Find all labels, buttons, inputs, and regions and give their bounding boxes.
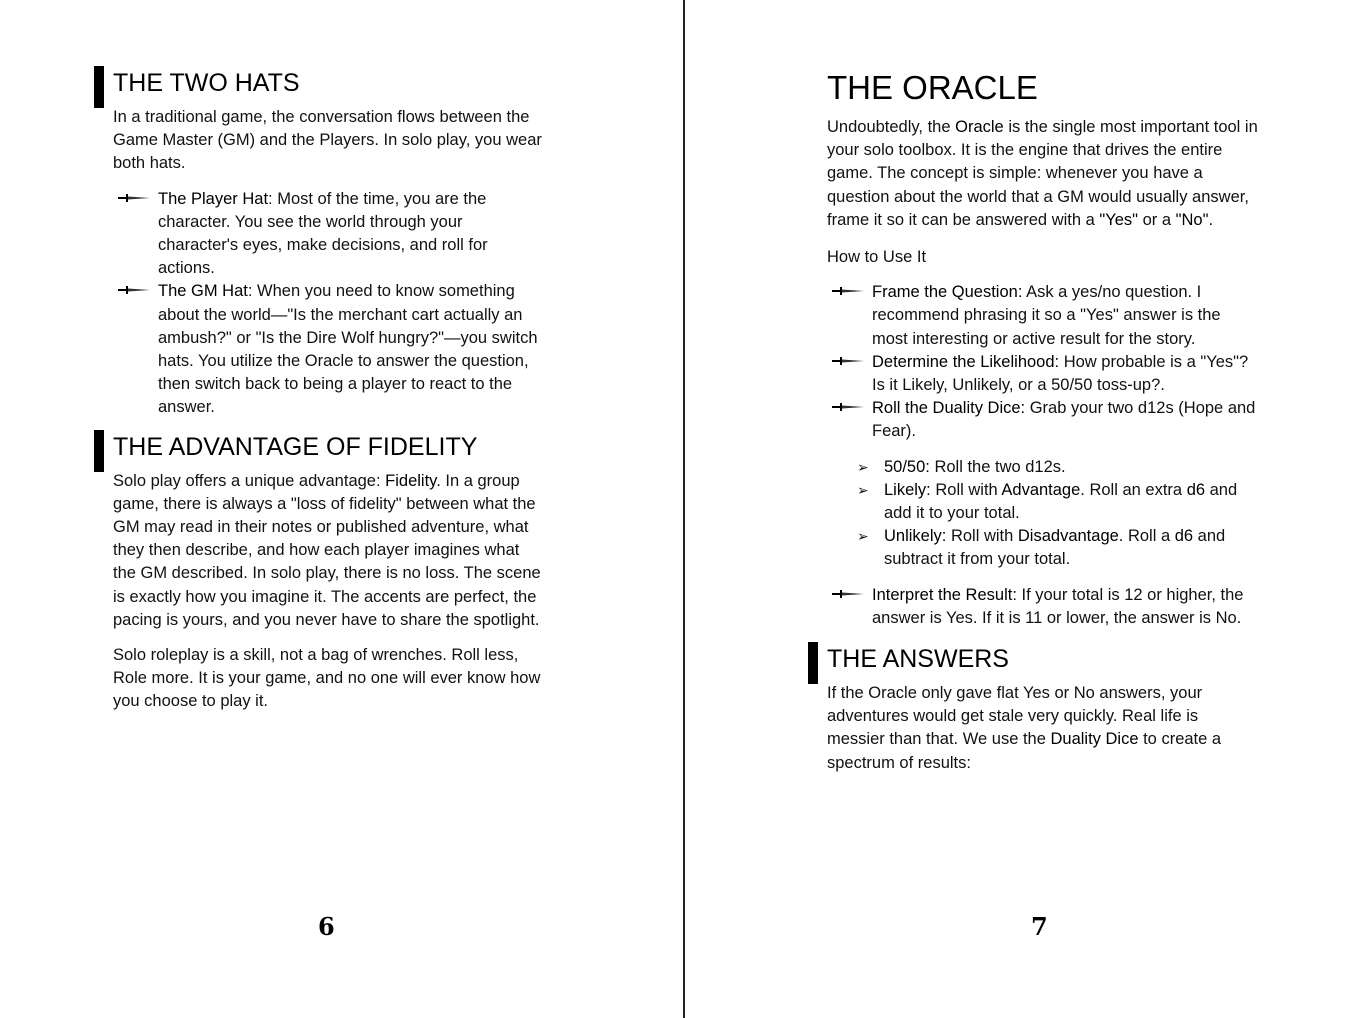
heading-text: THE ANSWERS [827,645,1009,674]
paragraph: Solo roleplay is a skill, not a bag of wrenches. Roll less, Role more. It is your game, and no one will ever know how you choose to play it. [113,646,541,711]
list-term: Interpret the Result: [872,585,1017,604]
arrowhead-icon: ➢ [857,528,869,545]
emphasis: Advantage [1001,480,1081,499]
list-text: Grab your two d12s (Hope and Fear). [872,399,1256,441]
section-heading-answers [827,642,1259,674]
list-item [872,351,1259,397]
list-item [158,188,543,281]
list-item [872,584,1259,630]
option-item [857,525,1259,571]
emphasis: "Yes" [1099,210,1139,229]
list-term: Frame the Question: [872,283,1023,302]
page-divider [683,0,685,1018]
paragraph [113,470,543,632]
option-term: Likely: [884,480,931,499]
paragraph [827,682,1259,775]
emphasis: Disadvantage [1017,527,1119,546]
dagger-icon [832,590,864,598]
emphasis: Oracle [955,118,1004,136]
option-term: 50/50: [884,457,930,476]
list-item [158,280,543,419]
emphasis: d6 [1174,527,1194,546]
text-run: Undoubtedly, the [827,118,956,136]
option-item [857,479,1259,525]
dagger-icon [832,287,864,295]
heading-bar [94,66,104,108]
paragraph: In a traditional game, the conversation flows between the Game Master (GM) and the Players. In solo play, you wear both hats. [113,108,542,173]
text-run: Solo play offers a unique advantage: [113,471,386,490]
page-number: 7 [1031,912,1048,941]
bullet-list [113,188,543,420]
option-text: and subtract it from your total. [884,527,1226,569]
option-item [857,456,1259,479]
dagger-icon [118,194,150,202]
list-item [872,281,1259,351]
list-text: How probable is a "Yes"? Is it Likely, Unlikely, or a 50/50 toss-up?. [872,352,1249,395]
option-text: and add it to your total. [884,480,1238,523]
arrowhead-icon: ➢ [857,458,869,475]
emphasis: "No" [1175,210,1209,229]
option-term: Unlikely: [884,527,947,546]
options-list [827,456,1259,572]
steps-list [827,584,1259,630]
arrowhead-icon: ➢ [857,481,869,498]
dagger-icon [832,403,864,411]
left-column [113,66,543,726]
paragraph [827,116,1259,232]
page-number: 6 [318,912,335,941]
heading-text: THE TWO HATS [113,69,300,97]
text-run: is the single most important tool in your solo toolbox. It is the engine that drives the entire game. The concept is simple: whenever you have a question about the world that a GM would usually answer, frame it so it can be answered with a [827,118,1258,229]
list-term: The Player Hat [158,189,269,208]
heading-text: THE ADVANTAGE OF FIDELITY [113,432,478,461]
text-run: If the Oracle only gave flat Yes or No answers, your adventures would get stale very quickly. Real life is messier than that. We use the [827,684,1203,749]
option-text: Roll with [930,480,1002,499]
heading-bar [808,642,818,684]
heading-bar [94,430,104,472]
list-text: If your total is 12 or higher, the answer is Yes. If it is 11 or lower, the answer is No. [872,585,1244,627]
text-run: . In a group game, there is always a "loss of fidelity" between what the GM may read in their notes or published adventure, what they then describe, and how each player imagines what the GM described. In solo play, there is no loss. The scene is exactly how you imagine it. The accents are perfect, the pacing is yours, and you never have to share the spotlight. [113,471,541,629]
right-page [686,0,1365,1018]
text-run: . [1208,210,1214,229]
steps-list [827,281,1259,443]
list-term: Determine the Likelihood: [872,352,1060,371]
option-text: . Roll a [1118,527,1175,546]
list-text: Ask a yes/no question. I recommend phrasing it so a "Yes" answer is the most interesting or active result for the story. [872,283,1221,348]
emphasis: d6 [1186,480,1206,499]
list-text: : Most of the time, you are the character. You see the world through your character's eyes, make decisions, and roll for actions. [158,189,488,278]
section-heading-fidelity [113,430,543,462]
list-term: The GM Hat [158,282,248,301]
text-run: to create a spectrum of results: [827,730,1222,772]
dagger-icon [118,286,150,294]
emphasis: Duality Dice [1050,730,1139,749]
option-text: Roll the two d12s. [929,457,1066,476]
list-term: Roll the Duality Dice: [872,399,1026,418]
right-column [827,66,1259,787]
list-text: : When you need to know something about the world—"Is the merchant cart actually an ambush?" or "Is the Dire Wolf hungry?"—you switch hats. You utilize the Oracle to answer the question, then switch back to being a player to react to the answer. [158,282,538,417]
option-text: Roll with [946,527,1018,546]
heading-text: THE ORACLE [827,69,1038,106]
section-heading-oracle [827,66,1259,108]
emphasis: Fidelity [385,471,437,490]
subheading: How to Use It [827,248,927,267]
option-text: . Roll an extra [1080,480,1187,499]
section-heading-two-hats [113,66,543,98]
dagger-icon [832,357,864,365]
text-run: or a [1138,210,1176,229]
list-item [872,397,1259,443]
